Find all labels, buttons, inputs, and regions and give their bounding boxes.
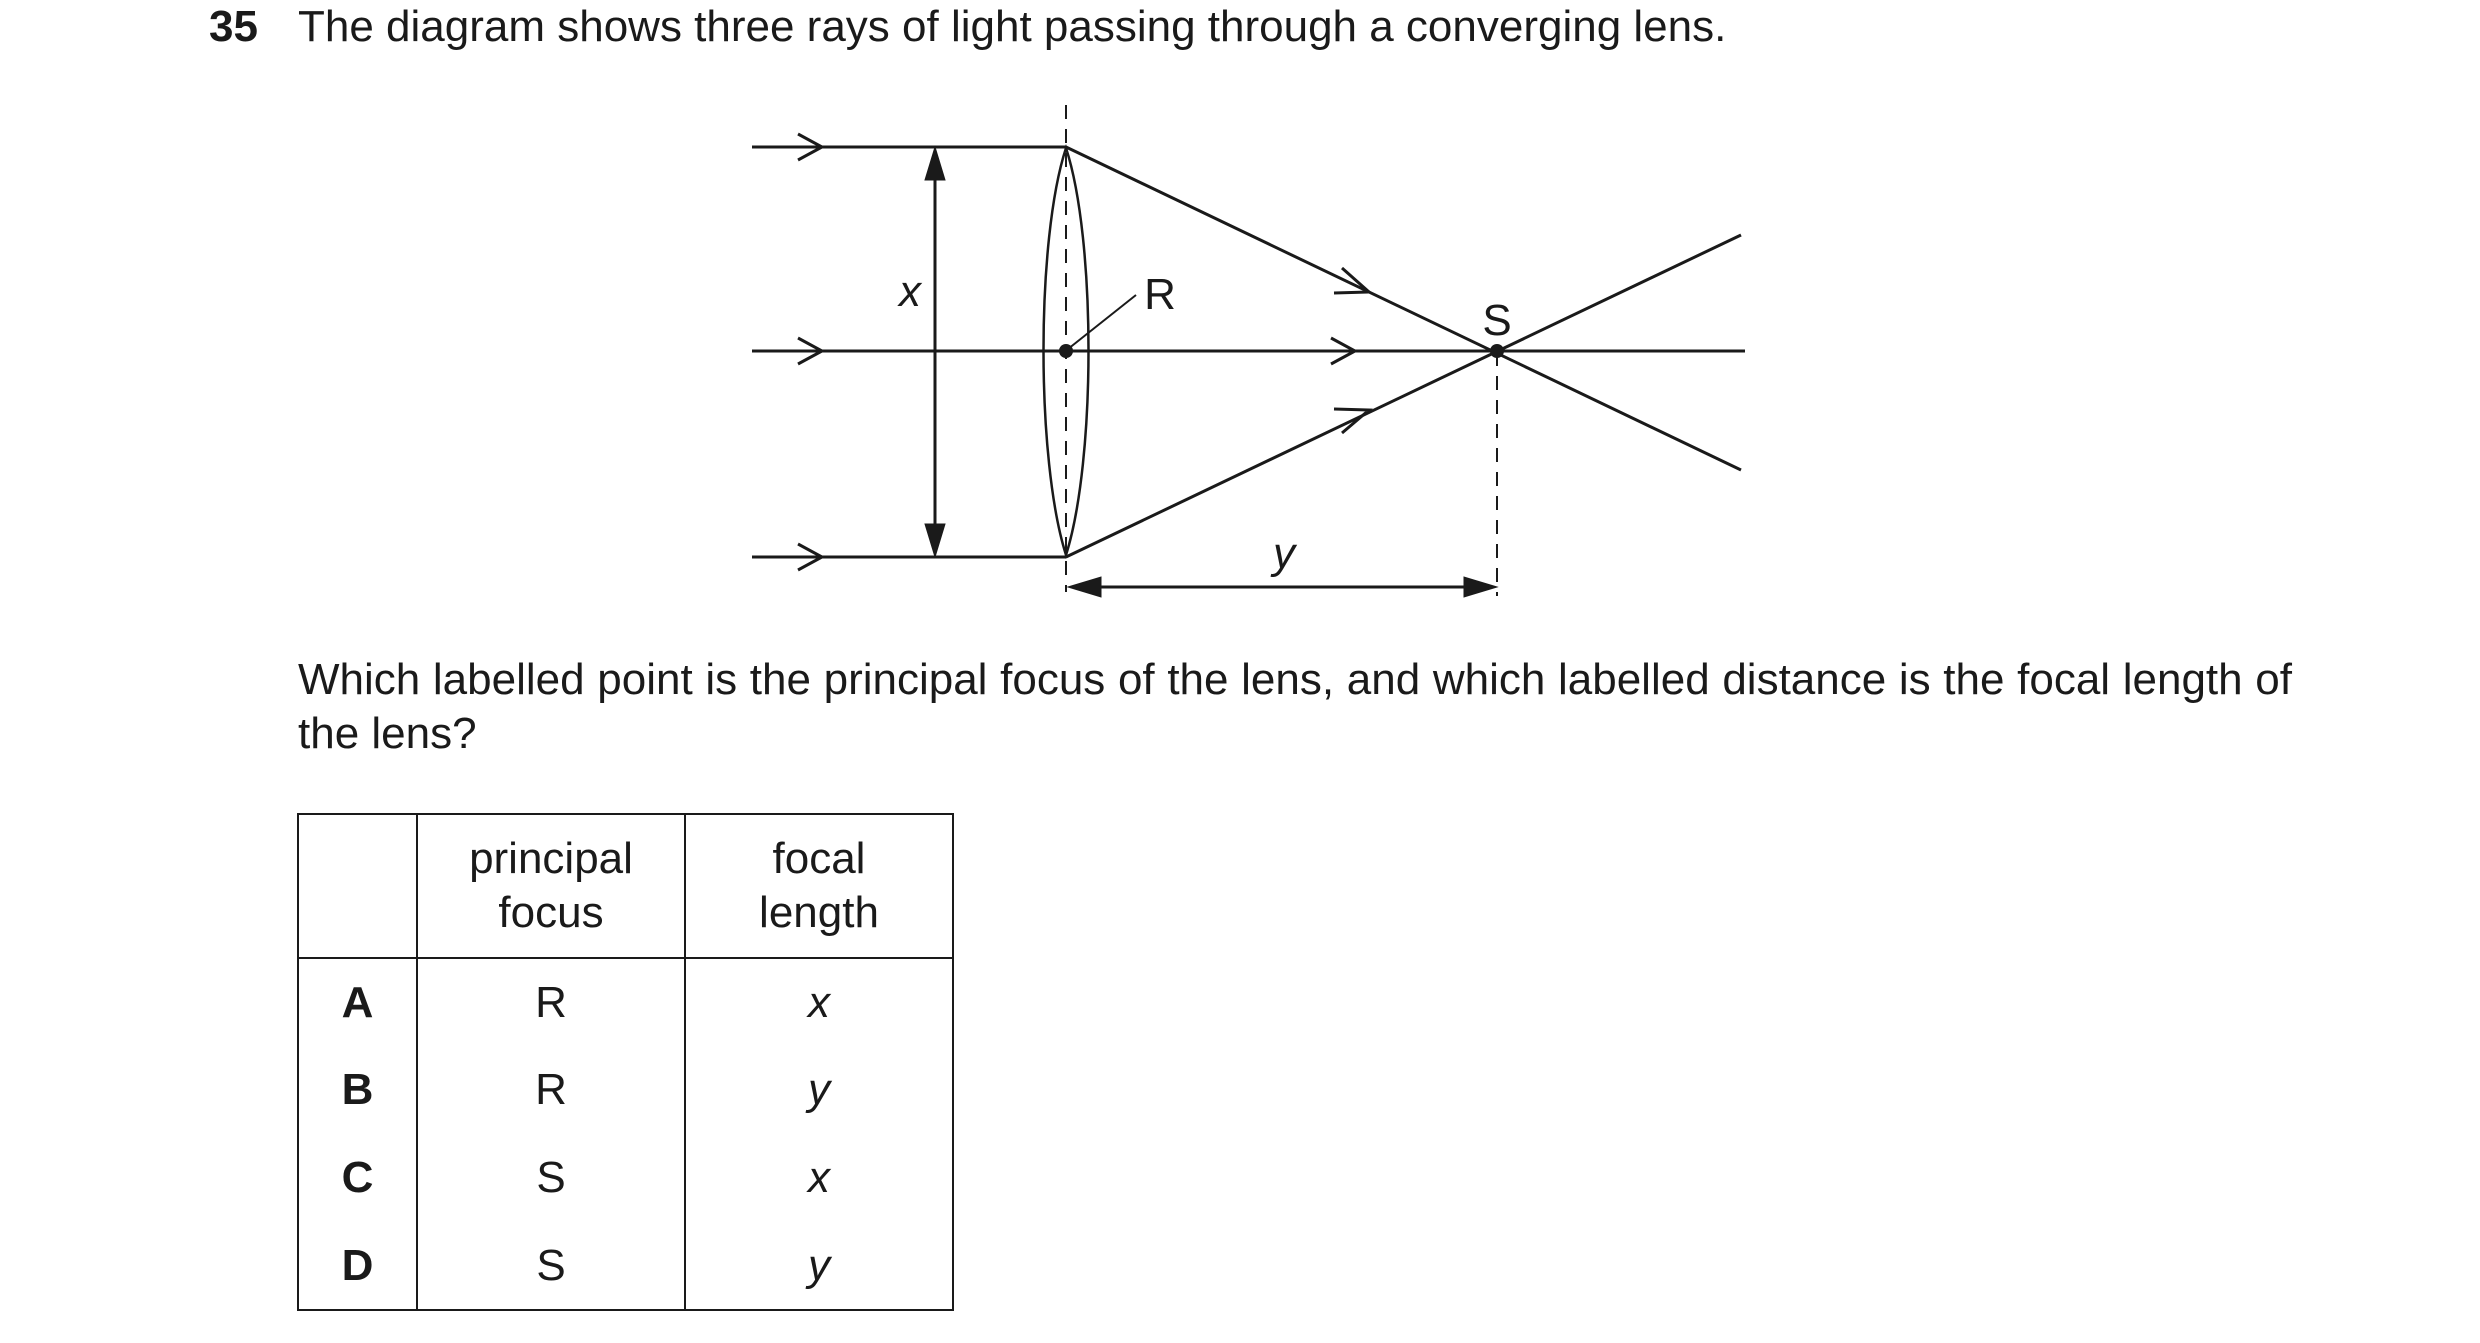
question-prompt: Which labelled point is the principal focus of the lens, and which labelled distance is the focal length of the lens? — [298, 655, 2292, 758]
answer-options-table — [297, 813, 954, 1311]
option-letter: C — [298, 1134, 417, 1222]
option-principal-focus: R — [417, 958, 685, 1046]
option-principal-focus: S — [417, 1222, 685, 1310]
question-number: 35 — [209, 2, 258, 51]
option-row-b[interactable] — [298, 1046, 953, 1134]
r-leader-line — [1068, 295, 1136, 349]
label-s: S — [1482, 296, 1512, 345]
header-principal-focus — [417, 814, 685, 958]
lens-ray-diagram — [0, 0, 2480, 640]
option-focal-length: x — [685, 1134, 953, 1222]
option-principal-focus: S — [417, 1134, 685, 1222]
header-principal-focus-line2: focus — [498, 888, 604, 937]
header-focal-length-line2: length — [759, 888, 879, 937]
point-r-dot — [1059, 344, 1073, 358]
header-option — [298, 814, 417, 958]
option-letter: B — [298, 1046, 417, 1134]
ray-arrowhead — [1334, 268, 1369, 293]
header-focal-length-line1: focal — [772, 834, 866, 883]
label-x: x — [899, 267, 921, 316]
y-dimension-arrow — [1068, 577, 1497, 597]
label-r: R — [1144, 270, 1176, 319]
question-stem: The diagram shows three rays of light passing through a converging lens. — [298, 2, 1727, 51]
table-header-row — [298, 814, 953, 958]
option-focal-length: y — [685, 1046, 953, 1134]
label-y: y — [1273, 529, 1295, 578]
option-letter: A — [298, 958, 417, 1046]
header-focal-length — [685, 814, 953, 958]
option-focal-length: y — [685, 1222, 953, 1310]
option-letter: D — [298, 1222, 417, 1310]
header-principal-focus-line1: principal — [469, 834, 633, 883]
option-row-a[interactable] — [298, 958, 953, 1046]
option-row-c[interactable] — [298, 1134, 953, 1222]
option-focal-length: x — [685, 958, 953, 1046]
option-principal-focus: R — [417, 1046, 685, 1134]
option-row-d[interactable] — [298, 1222, 953, 1310]
point-s-dot — [1490, 344, 1504, 358]
